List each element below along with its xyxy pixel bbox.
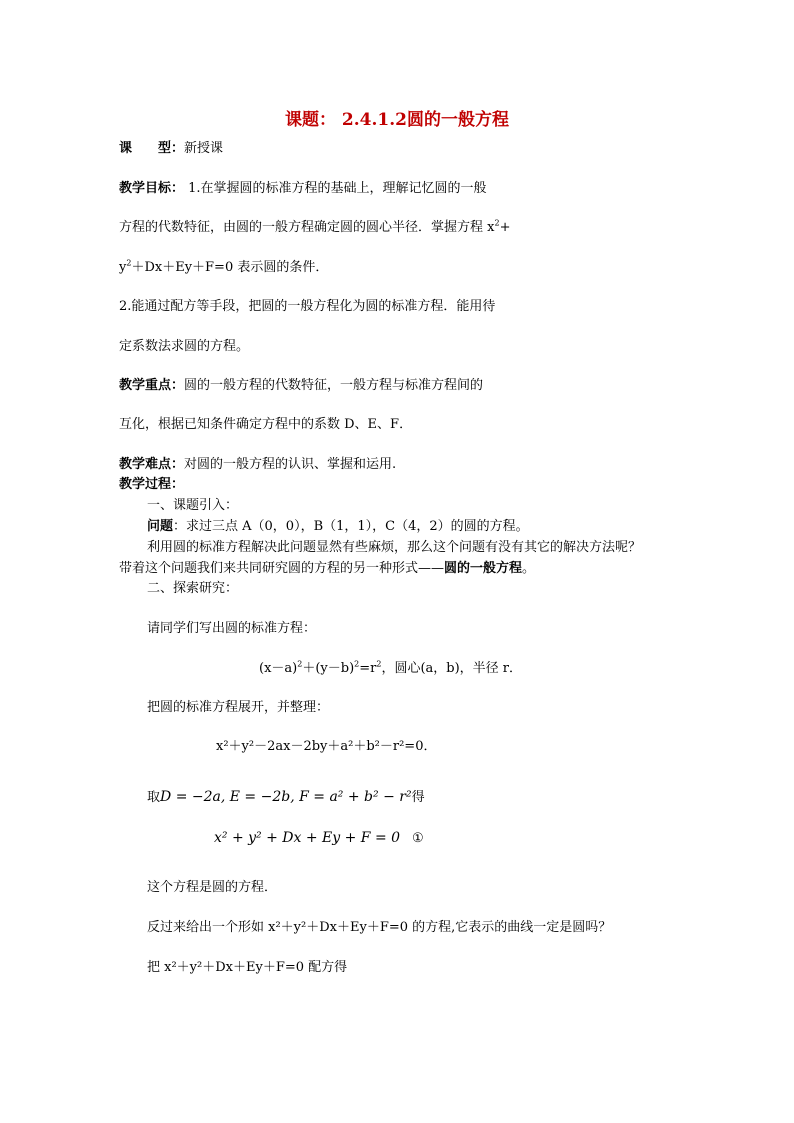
- difficulties-line: [119, 456, 396, 474]
- key-points-text-1: 圆的一般方程的代数特征，一般方程与标准方程间的: [184, 378, 484, 393]
- key-points-label: 教学重点：: [119, 378, 185, 393]
- paragraph-2a: 带着这个问题我们来共同研究圆的方程的另一种形式——: [119, 561, 445, 576]
- objectives-line-5: 定系数法求圆的方程。: [119, 339, 250, 354]
- superscript: 2: [494, 218, 500, 228]
- equation-1-mark: ①: [412, 831, 424, 846]
- objectives-text-3b: ＋Dx＋Ey＋F=0 表示圆的条件．: [131, 260, 329, 275]
- std-eq-a: (x－a): [259, 661, 298, 676]
- paragraph-2c: 。: [522, 561, 536, 576]
- objectives-text-2b: +: [499, 220, 511, 235]
- key-points-line-1: [119, 377, 483, 395]
- superscript: 2: [376, 659, 382, 669]
- problem-text: ：求过三点 A（0，0），B（1，1），C（4，2）的圆的方程。: [173, 519, 529, 534]
- section-intro: 一、课题引入：: [147, 498, 239, 513]
- take-a: 取: [147, 790, 161, 805]
- take-line: [147, 788, 425, 807]
- take-b: 得: [411, 790, 425, 805]
- difficulties-label: 教学难点：: [119, 457, 185, 472]
- objectives-label: 教学目标：: [119, 181, 185, 196]
- this-equation-line: 这个方程是圆的方程．: [147, 880, 278, 895]
- superscript: 2: [297, 659, 303, 669]
- objectives-line-1: [119, 180, 487, 198]
- std-eq-b: ＋(y－b): [302, 661, 355, 676]
- objectives-text-1: 1.在掌握圆的标准方程的基础上，理解记忆圆的一般: [184, 181, 487, 196]
- objectives-text-2a: 方程的代数特征，由圆的一般方程确定圆的圆心半径．掌握方程 x: [119, 220, 495, 235]
- difficulties-text: 对圆的一般方程的认识、掌握和运用.: [184, 457, 397, 472]
- objectives-line-3: [119, 259, 328, 277]
- expanded-equation: x²＋y²－2ax－2by＋a²＋b²－r²=0．: [216, 739, 437, 754]
- converse-line: 反过来给出一个形如 x²＋y²＋Dx＋Ey＋F=0 的方程,它表示的曲线一定是圆吗？: [147, 920, 612, 935]
- process-label: 教学过程：: [119, 477, 185, 492]
- section-explore: 二、探索研究：: [147, 581, 239, 596]
- std-eq-d: ，圆心(a，b)，半径 r．: [381, 661, 523, 676]
- lesson-type-line: [119, 140, 223, 158]
- expand-line: 把圆的标准方程展开，并整理：: [147, 700, 330, 715]
- page-title: 课题： 2.4.1.2圆的一般方程: [285, 110, 509, 130]
- std-eq-c: =r: [359, 661, 377, 676]
- paragraph-2-bold: 圆的一般方程: [444, 561, 523, 576]
- lesson-type-label: 课 型：: [119, 141, 185, 156]
- complete-square-line: 把 x²＋y²＋Dx＋Ey＋F=0 配方得: [147, 960, 348, 975]
- equation-1: [214, 829, 400, 848]
- lesson-type-value: 新授课: [184, 141, 224, 156]
- objectives-line-4: 2.能通过配方等手段，把圆的一般方程化为圆的标准方程．能用待: [119, 299, 496, 314]
- problem-line: [147, 518, 529, 536]
- objectives-line-2: [119, 219, 510, 237]
- superscript: 2: [126, 258, 132, 268]
- equation-1-math: x² + y² + Dx + Ey + F = 0: [214, 830, 401, 846]
- paragraph-2: [119, 560, 535, 578]
- superscript: 2: [354, 659, 360, 669]
- ask-line: 请同学们写出圆的标准方程：: [147, 621, 317, 636]
- standard-equation: [259, 660, 522, 678]
- paragraph-1: 利用圆的标准方程解决此问题显然有些麻烦，那么这个问题有没有其它的解决方法呢？: [147, 540, 642, 555]
- problem-label: 问题: [147, 519, 174, 534]
- take-math: D = −2a, E = −2b, F = a² + b² − r²: [160, 789, 412, 805]
- objectives-text-3a: y: [119, 260, 127, 275]
- key-points-line-2: 互化，根据已知条件确定方程中的系数 D、E、F．: [119, 417, 413, 432]
